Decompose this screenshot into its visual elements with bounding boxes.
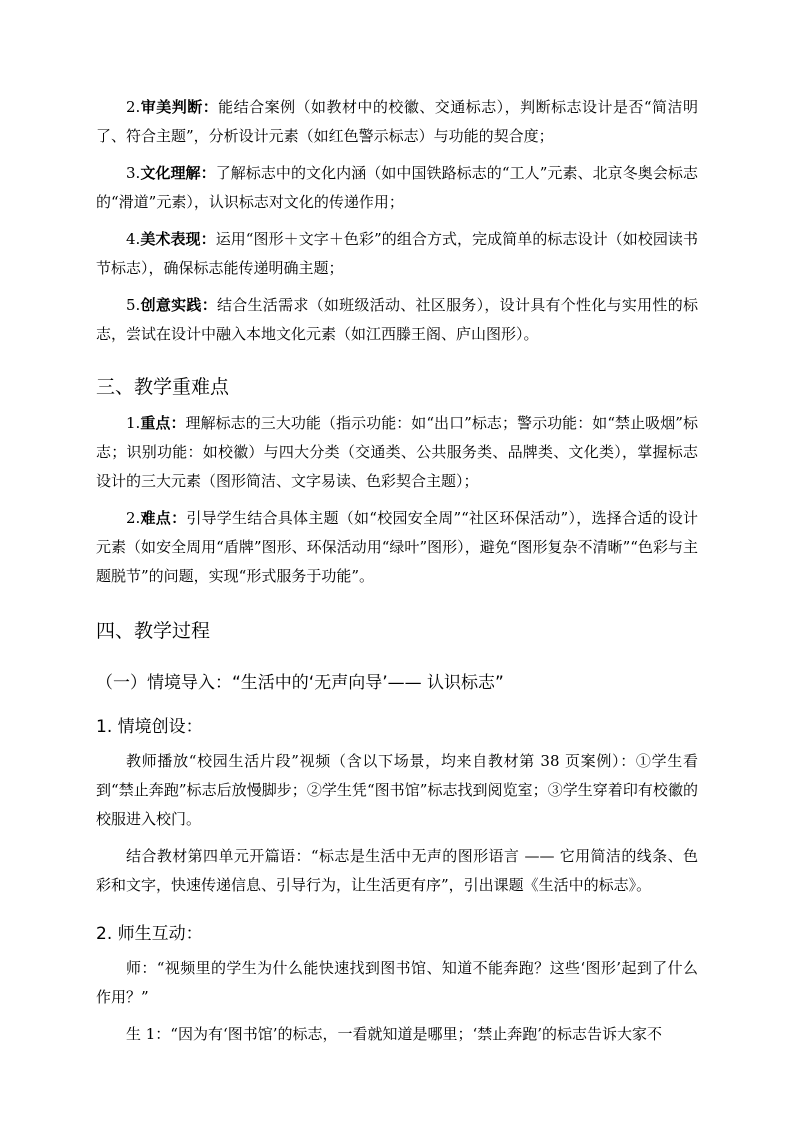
scene-setting-heading: 1. 情境创设：	[96, 717, 203, 737]
teacher-question: 师：“视频里的学生为什么能快速找到图书馆、知道不能奔跑？这些‘图形’起到了什么作用？”	[96, 959, 698, 1006]
item-number: 2.	[126, 98, 141, 116]
item-label: 难点	[140, 509, 172, 527]
item-label: 审美判断	[140, 98, 203, 116]
section-3-heading: 三、教学重难点	[96, 376, 230, 398]
item-colon: ：	[201, 296, 217, 314]
item-colon: ：	[170, 414, 186, 432]
item-text: 了解标志中的文化内涵（如中国铁路标志的“工人”元素、北京冬奥会标志的“滑道”元素），认识标志对文化的传递作用；	[96, 164, 698, 211]
objective-3	[96, 159, 698, 217]
item-label: 重点	[140, 414, 171, 432]
interaction-heading: 2. 师生互动：	[96, 924, 203, 944]
item-number: 1.	[126, 414, 141, 432]
item-text: 结合生活需求（如班级活动、社区服务），设计具有个性化与实用性的标志，尝试在设计中融入本地文化元素（如江西滕王阁、庐山图形）。	[96, 296, 698, 343]
section-4-heading: 四、教学过程	[96, 620, 211, 642]
item-colon: ：	[200, 164, 216, 182]
item-label: 美术表现	[140, 230, 201, 248]
subsection-1-heading: （一）情境导入：“生活中的‘无声向导’—— 认识标志”	[96, 673, 504, 693]
item-text: 引导学生结合具体主题（如“校园安全周”“社区环保活动”），选择合适的设计元素（如安全周用“盾牌”图形、环保活动用“绿叶”图形），避免“图形复杂不清晰”“色彩与主题脱节”的问题，实现“形式服务于功能”。	[96, 509, 698, 585]
item-number: 4.	[126, 230, 141, 248]
item-label: 创意实践	[140, 296, 202, 314]
student-answer-1: 生 1：“因为有‘图书馆’的标志，一看就知道是哪里；‘禁止奔跑’的标志告诉大家不	[126, 1025, 663, 1043]
objective-5	[96, 291, 698, 349]
item-label: 文化理解	[140, 164, 201, 182]
item-colon: ：	[202, 98, 219, 116]
item-number: 3.	[126, 164, 141, 182]
scene-paragraph-1: 教师播放“校园生活片段”视频（含以下场景，均来自教材第 38 页案例）：①学生看到“禁止奔跑”标志后放慢脚步；②学生凭“图书馆”标志找到阅览室；③学生穿着印有校徽的校服进入校门。	[96, 752, 698, 828]
item-colon: ：	[171, 509, 187, 527]
item-text: 理解标志的三大功能（指示功能：如“出口”标志；警示功能：如“禁止吸烟”标志；识别功能：如校徽）与四大分类（交通类、公共服务类、品牌类、文化类），掌握标志设计的三大元素（图形简洁、文字易读、色彩契合主题）；	[96, 414, 698, 490]
item-text: 能结合案例（如教材中的校徽、交通标志），判断标志设计是否“简洁明了、符合主题”，分析设计元素（如红色警示标志）与功能的契合度；	[96, 98, 698, 145]
item-number: 5.	[126, 296, 141, 314]
key-point	[96, 409, 698, 496]
objective-2	[96, 93, 698, 151]
difficult-point	[96, 504, 698, 591]
item-colon: ：	[200, 230, 216, 248]
item-number: 2.	[126, 509, 141, 527]
objective-4	[96, 225, 698, 283]
scene-paragraph-2: 结合教材第四单元开篇语：“标志是生活中无声的图形语言 —— 它用简洁的线条、色彩和文字，快速传递信息、引导行为，让生活更有序”，引出课题《生活中的标志》。	[96, 847, 698, 894]
item-text: 运用“图形＋文字＋色彩”的组合方式，完成简单的标志设计（如校园读书节标志），确保标志能传递明确主题；	[96, 230, 698, 277]
